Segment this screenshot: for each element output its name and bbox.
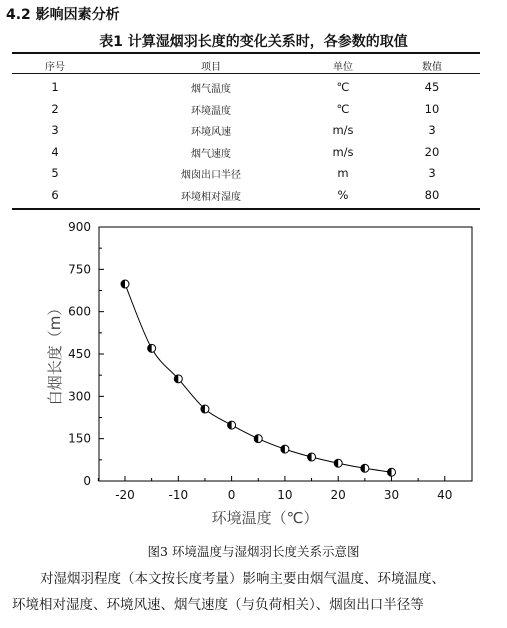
data-points (121, 280, 396, 476)
x-tick-label: -20 (115, 488, 135, 502)
table-header-cell: 序号 (45, 62, 65, 73)
temperature-length-chart (0, 214, 507, 540)
data-point (148, 344, 156, 352)
x-tick-label: -10 (168, 488, 189, 502)
table-cell: ℃ (336, 101, 350, 116)
table-header-cell: 单位 (333, 62, 353, 73)
table-cell: 3 (428, 166, 436, 180)
y-tick-label: 750 (68, 262, 91, 277)
table-cell: 4 (51, 144, 59, 159)
y-tick-label: 300 (68, 389, 91, 404)
table-cell: m (337, 166, 349, 180)
table-cell: 80 (424, 187, 440, 202)
x-tick-label: 10 (277, 488, 293, 502)
table-cell: 2 (51, 101, 59, 116)
y-tick-label: 900 (68, 220, 91, 234)
table-cell: m/s (332, 123, 354, 137)
data-point (228, 421, 236, 429)
data-point (388, 468, 396, 476)
table-bottom-rule (12, 208, 480, 210)
table-header-rule (12, 73, 480, 74)
y-tick-label: 150 (68, 431, 91, 446)
table-cell: 6 (51, 187, 59, 202)
data-point (334, 459, 342, 467)
y-axis-label: 白烟长度（m） (46, 300, 64, 406)
data-point (361, 464, 369, 472)
y-tick-label: 600 (68, 304, 91, 319)
table-cell: 45 (424, 80, 440, 94)
table-cell: 10 (424, 101, 440, 116)
y-tick-label: 0 (83, 474, 91, 488)
data-point (281, 445, 289, 453)
table-cell: 环境温度 (191, 105, 231, 117)
paragraph-line-1: 对湿烟羽程度（本文按长度考量）影响主要由烟气温度、环境温度、 (40, 571, 445, 587)
table-caption: 表1 计算湿烟羽长度的变化关系时，各参数的取值 (99, 34, 408, 50)
data-point (201, 405, 209, 413)
y-tick-label: 450 (68, 347, 91, 361)
section-heading: 4.2 影响因素分析 (6, 7, 120, 23)
table-cell: 1 (51, 80, 59, 94)
table-header-cell: 数值 (422, 62, 442, 73)
table-cell: m/s (332, 144, 354, 159)
x-axis-label: 环境温度（℃） (211, 509, 319, 527)
fit-curve (125, 284, 392, 472)
table-top-rule (12, 52, 480, 54)
chart-ticks (68, 220, 452, 502)
x-tick-label: 20 (330, 488, 346, 502)
table-cell: 5 (51, 166, 59, 180)
x-tick-label: 40 (437, 488, 453, 502)
x-tick-label: 30 (383, 488, 400, 502)
table-cell: 20 (424, 144, 440, 159)
data-point (121, 280, 129, 288)
table-cell: 烟气速度 (191, 148, 231, 160)
data-point (254, 435, 262, 443)
paragraph-line-2: 环境相对湿度、环境风速、烟气速度（与负荷相关）、烟囱出口半径等 (12, 597, 424, 613)
table-cell: 烟囱出口半径 (181, 170, 241, 181)
table-cell: 烟气温度 (191, 84, 231, 95)
table-header-cell: 项目 (201, 62, 221, 73)
table-cell: ℃ (336, 80, 350, 94)
table-cell: 3 (51, 123, 59, 137)
table-cell: 3 (428, 123, 436, 137)
data-point (308, 453, 316, 461)
table-cell: % (337, 187, 349, 202)
figure-caption: 图3 环境温度与湿烟羽长度关系示意图 (147, 544, 360, 559)
table-cell: 环境风速 (191, 127, 231, 138)
data-point (174, 375, 182, 383)
x-tick-label: 0 (227, 488, 236, 502)
table-cell: 环境相对湿度 (181, 191, 241, 203)
